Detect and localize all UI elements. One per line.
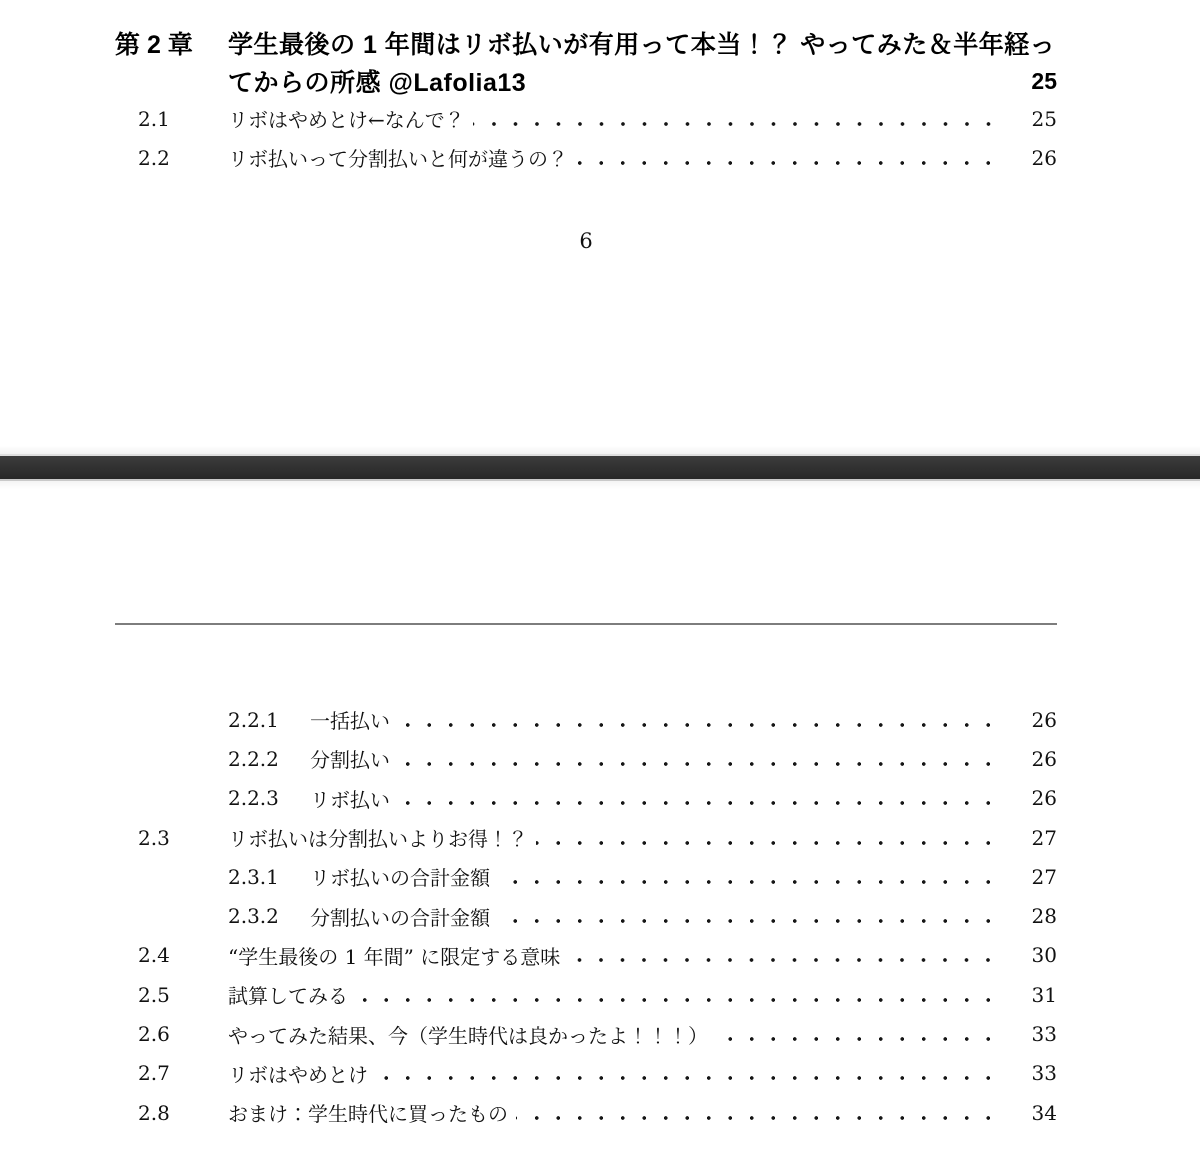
entry-number: 2.3 <box>138 825 170 850</box>
entry-page-number: 31 <box>1031 982 1057 1007</box>
toc-entry[interactable] <box>115 138 1057 177</box>
entry-number: 2.5 <box>138 982 170 1007</box>
toc-entry[interactable] <box>115 936 1057 975</box>
chapter-page-number: 25 <box>1031 67 1057 94</box>
entry-page-number: 30 <box>1031 943 1057 968</box>
entry-number: 2.4 <box>138 943 170 968</box>
entry-number: 2.2.3 <box>228 786 279 811</box>
entry-title: “学生最後の 1 年間” に限定する意味 <box>228 944 561 969</box>
dot-leader <box>536 825 999 851</box>
entry-title: おまけ：学生時代に買ったもの <box>228 1102 508 1127</box>
toc-entry[interactable] <box>115 779 1057 818</box>
toc-entry[interactable] <box>115 739 1057 778</box>
entry-number: 2.3.1 <box>228 864 279 889</box>
entry-page-number: 25 <box>1031 106 1057 131</box>
toc-entry[interactable] <box>115 99 1057 138</box>
entry-page-number: 26 <box>1031 746 1057 771</box>
entry-title: 分割払いの合計金額 <box>310 905 490 930</box>
dot-leader <box>498 903 999 929</box>
separator-shadow-bottom <box>0 481 1200 489</box>
entry-page-number: 33 <box>1031 1061 1057 1086</box>
entry-page-number: 26 <box>1031 786 1057 811</box>
page-folio: 6 <box>579 229 593 253</box>
toc-list-top <box>115 99 1057 178</box>
entry-number: 2.2.1 <box>228 707 279 732</box>
toc-list-bottom <box>115 700 1057 1132</box>
toc-entry[interactable] <box>115 1093 1057 1132</box>
entry-title: 試算してみる <box>228 984 348 1009</box>
entry-number: 2.3.2 <box>228 904 279 929</box>
dot-leader <box>498 864 999 890</box>
page-header-rule <box>115 623 1057 625</box>
toc-entry[interactable] <box>115 818 1057 857</box>
entry-number: 2.2.2 <box>228 746 279 771</box>
entry-title: リボはやめとけ←なんで？ <box>228 108 465 133</box>
toc-entry[interactable] <box>115 1014 1057 1053</box>
entry-title: リボはやめとけ <box>228 1062 368 1087</box>
toc-entry[interactable] <box>115 700 1057 739</box>
dot-leader <box>576 145 999 171</box>
entry-title: リボ払いって分割払いと何が違うの？ <box>228 147 568 172</box>
chapter-label: 第 2 章 <box>115 31 193 59</box>
dot-leader <box>398 707 999 733</box>
dot-leader <box>516 1100 999 1126</box>
toc-entry[interactable] <box>115 896 1057 935</box>
entry-number: 2.7 <box>138 1061 170 1086</box>
toc-entry[interactable] <box>115 857 1057 896</box>
separator-shadow-top <box>0 446 1200 454</box>
dot-leader <box>376 1060 999 1086</box>
dot-leader <box>398 785 999 811</box>
separator-band <box>0 456 1200 479</box>
dot-leader <box>716 1021 999 1047</box>
entry-number: 2.6 <box>138 1022 170 1047</box>
entry-page-number: 28 <box>1031 904 1057 929</box>
entry-title: リボ払いの合計金額 <box>310 866 490 891</box>
entry-page-number: 27 <box>1031 825 1057 850</box>
entry-number: 2.1 <box>138 106 170 131</box>
entry-page-number: 34 <box>1031 1100 1057 1125</box>
dot-leader <box>398 746 999 772</box>
entry-page-number: 27 <box>1031 864 1057 889</box>
entry-title: 一括払い <box>310 709 390 734</box>
page-separator <box>0 446 1200 489</box>
chapter-line-2 <box>115 62 1057 100</box>
entry-title: リボ払いは分割払いよりお得！？ <box>228 827 528 852</box>
entry-title: リボ払い <box>310 787 390 812</box>
toc-chapter-entry[interactable] <box>115 24 1057 100</box>
entry-number: 2.2 <box>138 145 170 170</box>
entry-title: 分割払い <box>310 748 390 773</box>
chapter-line-1 <box>115 24 1057 62</box>
toc-entry[interactable] <box>115 975 1057 1014</box>
entry-number: 2.8 <box>138 1100 170 1125</box>
entry-title: やってみた結果、今（学生時代は良かったよ！！！） <box>228 1023 708 1048</box>
entry-page-number: 26 <box>1031 707 1057 732</box>
entry-page-number: 26 <box>1031 145 1057 170</box>
toc-entry[interactable] <box>115 1054 1057 1093</box>
entry-page-number: 33 <box>1031 1022 1057 1047</box>
dot-leader <box>568 942 999 968</box>
chapter-title-line1: 学生最後の 1 年間はリボ払いが有用って本当！？ やってみた＆半年経っ <box>228 31 1056 59</box>
dot-leader <box>473 106 999 132</box>
chapter-title-line2: てからの所感 @Lafolia13 <box>228 69 527 97</box>
dot-leader <box>356 982 999 1008</box>
